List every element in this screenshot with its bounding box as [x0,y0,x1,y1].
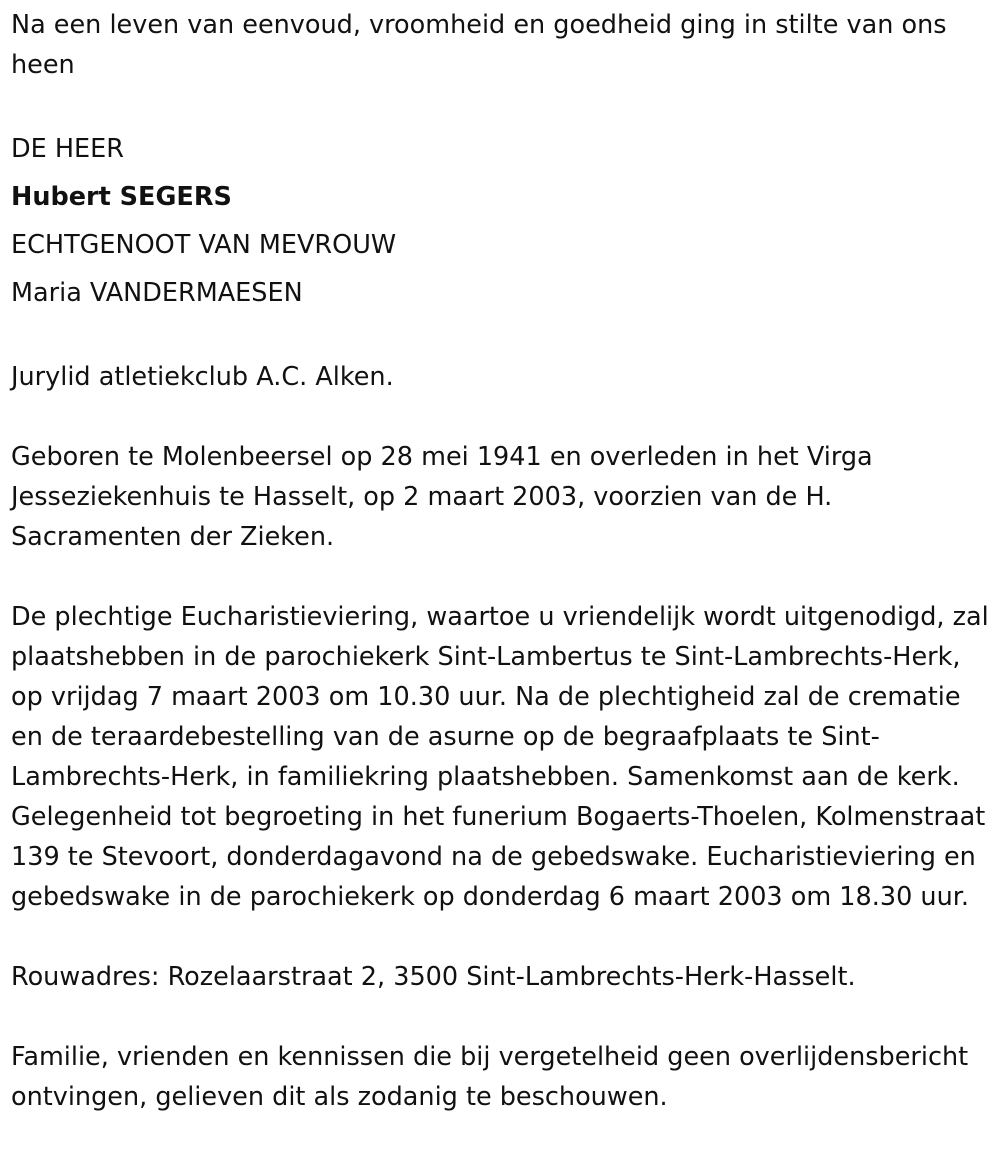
deceased-name: Hubert SEGERS [11,182,232,212]
name-block [11,125,996,317]
closing-text: Familie, vrienden en kennissen die bij vergetelheid geen overlijdensbericht ontvingen, gelieven dit als zodanig te beschouwen. [11,1042,969,1112]
obituary-document [11,5,996,1117]
spacer [11,317,996,357]
spacer [11,917,996,957]
title-text: DE HEER [11,134,124,164]
spacer [11,397,996,437]
ceremony-text: De plechtige Eucharistieviering, waartoe u vriendelijk wordt uitgenodigd, zal plaatshebben in de parochiekerk Sint-Lambertus te Sint-Lambrechts-Herk, op vrijdag 7 maart 2003 om 10.30 uur. Na de plechtigheid zal de crematie en de teraardebestelling van de asurne op de begraafplaats te Sint-Lambrechts-Herk, in familiekring plaatshebben. Samenkomst aan de kerk. Gelegenheid tot begroeting in het funerium Bogaerts-Thoelen, Kolmenstraat 139 te Stevoort, donderdagavond na de gebedswake. Eucharistieviering en gebedswake in de parochiekerk op donderdag 6 maart 2003 om 18.30 uur. [11,602,989,912]
intro-text: Na een leven van eenvoud, vroomheid en goedheid ging in stilte van ons heen [11,10,947,80]
spouse-label: ECHTGENOOT VAN MEVROUW [11,230,397,260]
birth-death-text: Geboren te Molenbeersel op 28 mei 1941 en overleden in het Virga Jesseziekenhuis te Hasselt, op 2 maart 2003, voorzien van de H. Sacramenten der Zieken. [11,442,873,552]
spacer [11,85,996,125]
spacer [11,997,996,1037]
address-text: Rouwadres: Rozelaarstraat 2, 3500 Sint-Lambrechts-Herk-Hasselt. [11,962,856,992]
spouse-name: Maria VANDERMAESEN [11,278,303,308]
membership-text: Jurylid atletiekclub A.C. Alken. [11,362,394,392]
spacer [11,557,996,597]
